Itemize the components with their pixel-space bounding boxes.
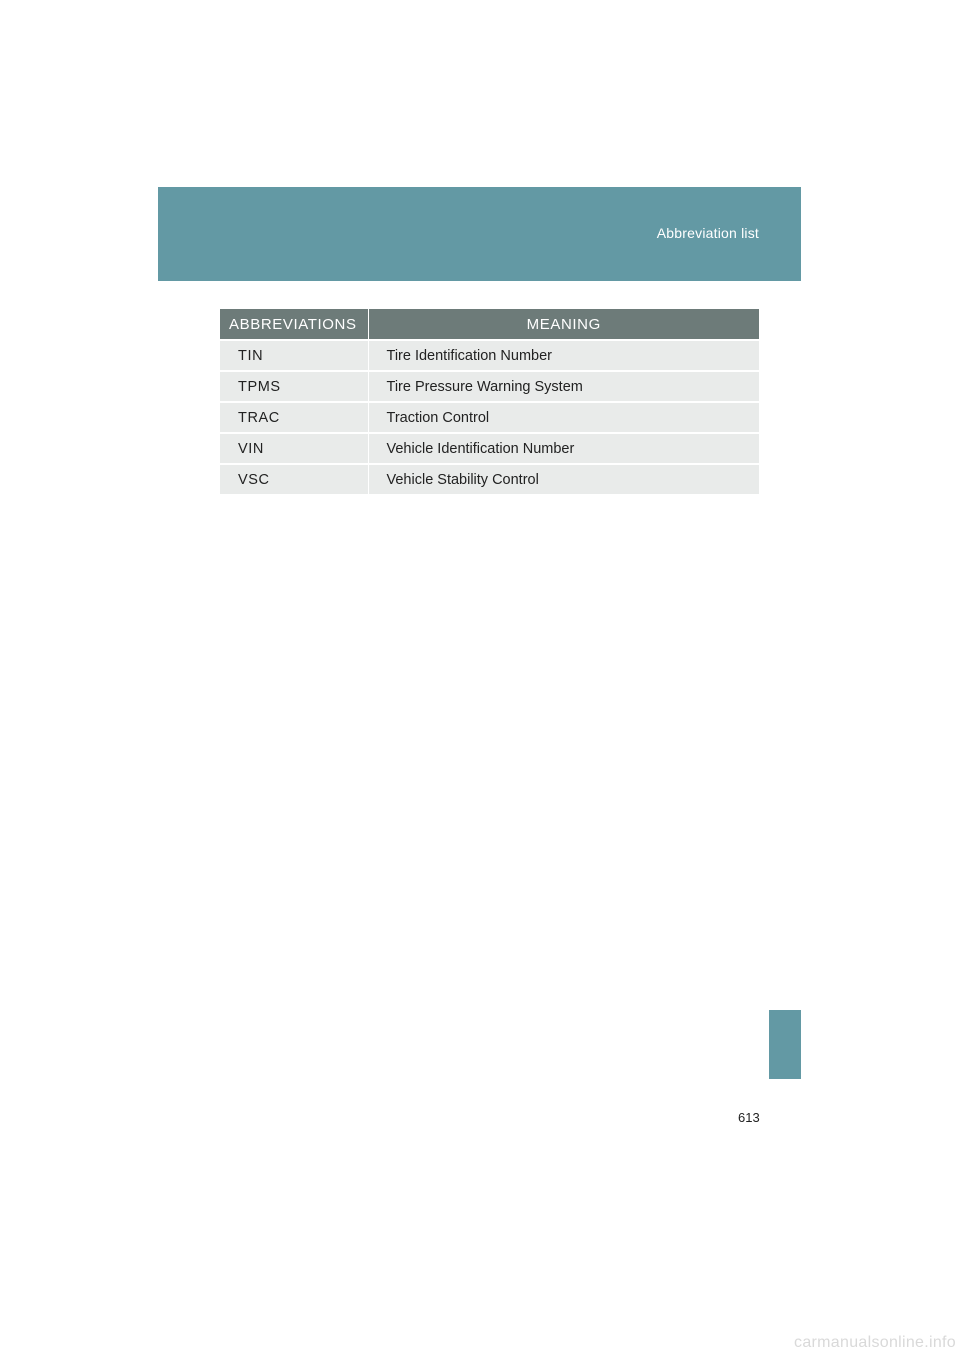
abbreviation-table bbox=[220, 309, 759, 494]
table-header-row bbox=[220, 309, 759, 340]
table-row bbox=[220, 340, 759, 371]
section-header-band bbox=[158, 187, 801, 281]
meaning-cell: Tire Pressure Warning System bbox=[368, 371, 759, 402]
table-row bbox=[220, 402, 759, 433]
column-header-meaning: MEANING bbox=[368, 309, 759, 340]
table-row bbox=[220, 371, 759, 402]
abbreviation-cell: TPMS bbox=[220, 371, 368, 402]
watermark: carmanualsonline.info bbox=[794, 1334, 956, 1351]
table-row bbox=[220, 433, 759, 464]
meaning-cell: Traction Control bbox=[368, 402, 759, 433]
abbreviation-cell: VIN bbox=[220, 433, 368, 464]
table-row bbox=[220, 464, 759, 494]
chapter-side-tab bbox=[769, 1010, 801, 1079]
meaning-cell: Tire Identification Number bbox=[368, 340, 759, 371]
page-number: 613 bbox=[738, 1110, 760, 1125]
meaning-cell: Vehicle Identification Number bbox=[368, 433, 759, 464]
meaning-cell: Vehicle Stability Control bbox=[368, 464, 759, 494]
column-header-abbreviations: ABBREVIATIONS bbox=[220, 309, 368, 340]
abbreviation-cell: TIN bbox=[220, 340, 368, 371]
abbreviation-cell: TRAC bbox=[220, 402, 368, 433]
abbreviation-cell: VSC bbox=[220, 464, 368, 494]
section-title: Abbreviation list bbox=[656, 225, 759, 241]
